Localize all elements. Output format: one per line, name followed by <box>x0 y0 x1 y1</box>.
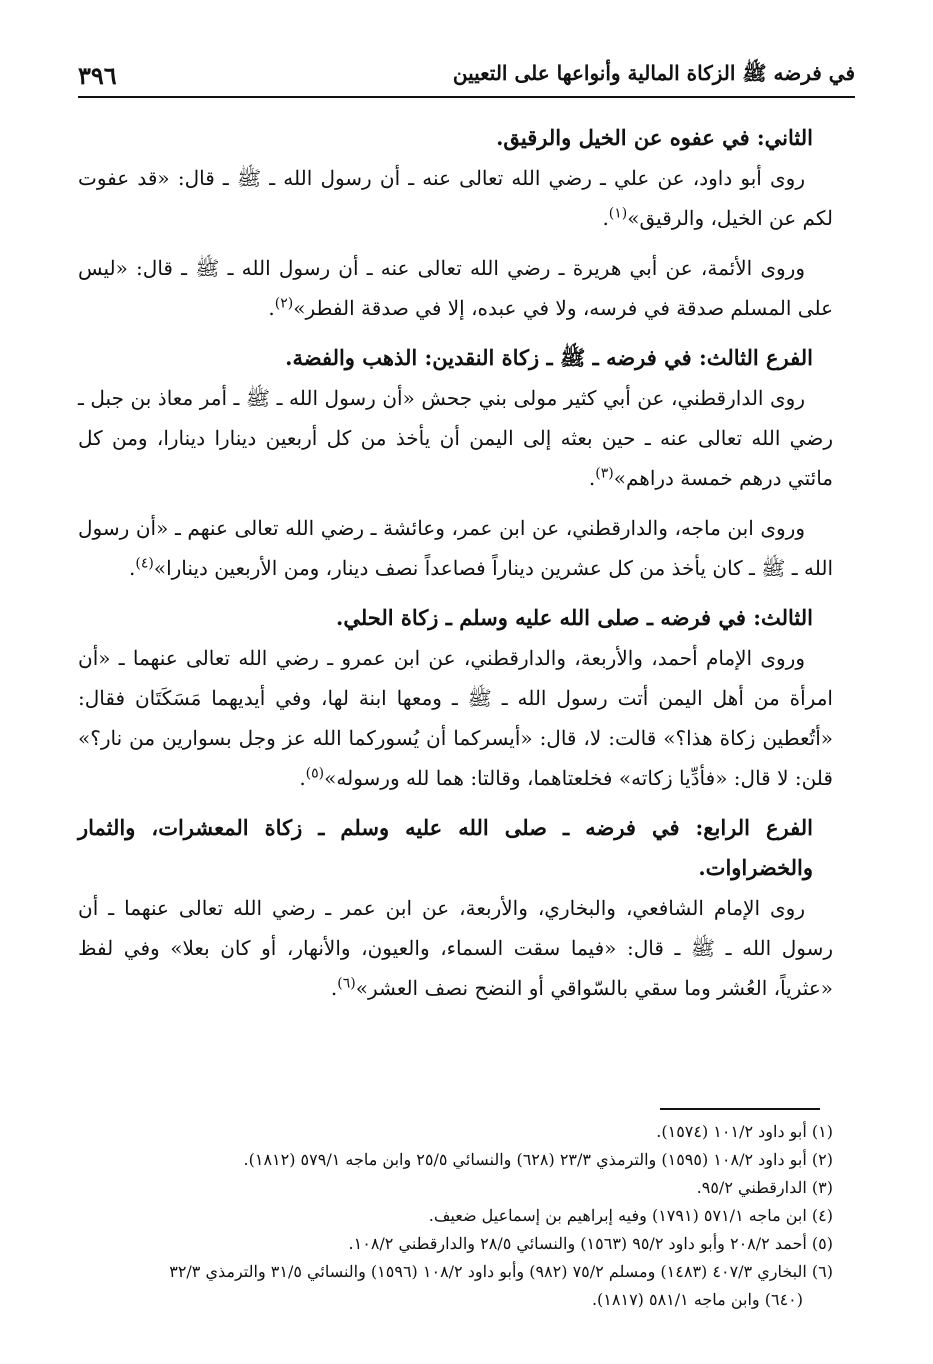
section-heading: الثاني: في عفوه عن الخيل والرقيق. <box>496 125 813 150</box>
footnote-continuation: (٦٤٠) وابن ماجه ٥٨١/١ (١٨١٧). <box>591 1290 803 1309</box>
footnote-text: (٦) البخاري ٤٠٧/٣ (١٤٨٣) ومسلم ٧٥/٢ (٩٨٢) وأبو داود ١٠٨/٢ (١٥٩٦) والنسائي ٣١/٥ والترمذي ٣٢/٣ <box>169 1262 833 1281</box>
paragraph-text: وروى الأئمة، عن أبي هريرة ـ رضي الله تعالى عنه ـ أن رسول الله ـ ﷺ ـ قال: «ليس على المسلم صدقة في فرسه، ولا في عبده، إلا في صدقة الفطر» <box>78 256 833 320</box>
footnotes <box>78 1118 833 1314</box>
footnote-ref[interactable]: (٦) <box>337 975 356 992</box>
paragraph: وروى الإمام أحمد، والأربعة، والدارقطني، عن ابن عمرو ـ رضي الله تعالى عنهما ـ «أن امرأة من أهل اليمن أتت رسول الله ـ ﷺ ـ ومعها ابنة لها، وفي أيديهما مَسَكَتَان فقال: «أتُعطين زكاة هذا؟» قالت: لا، قال: «أيسركما أن يُسوركما الله عز وجل بسوارين من نار؟» قلن: لا قال: «فأدِّيا زكاته» فخلعتاهما، وقالتا: هما لله ورسوله»$^{(٥)}$. <box>78 646 833 790</box>
footnote-ref[interactable]: (٣) <box>595 465 614 482</box>
paragraph-text: روى أبو داود، عن علي ـ رضي الله تعالى عنه ـ أن رسول الله ـ ﷺ ـ قال: «قد عفوت لكم عن الخيل، والرقيق» <box>78 166 833 230</box>
footnote <box>78 1118 833 1146</box>
footnote <box>78 1230 833 1258</box>
footnote-ref[interactable]: (٥) <box>305 765 325 782</box>
footnote <box>78 1146 833 1174</box>
footnote-ref[interactable]: (١) <box>608 205 628 222</box>
paragraph: وروى ابن ماجه، والدارقطني، عن ابن عمر، وعائشة ـ رضي الله تعالى عنهم ـ «أن رسول الله ـ ﷺ ـ كان يأخذ من كل عشرين ديناراً فصاعداً نصف دينار، ومن الأربعين دينارا»$^{(٤)}$. <box>78 516 833 580</box>
footnote <box>78 1174 833 1202</box>
main-text <box>78 118 833 1018</box>
footnote-ref[interactable]: (٤) <box>135 555 154 572</box>
footnote-text: (٤) ابن ماجه ٥٧١/١ (١٧٩١) وفيه إبراهيم بن إسماعيل ضعيف. <box>428 1206 833 1225</box>
paragraph: روى الإمام الشافعي، والبخاري، والأربعة، عن ابن عمر ـ رضي الله تعالى عنهما ـ أن رسول الله ـ ﷺ ـ قال: «فيما سقت السماء، والعيون، والأنهار، أو كان بعلا» وفي لفظ «عثرياً، العُشر وما سقي بالسّواقي أو النضح نصف العشر»$^{(٦)}$. <box>78 896 833 1000</box>
paragraph: روى أبو داود، عن علي ـ رضي الله تعالى عنه ـ أن رسول الله ـ ﷺ ـ قال: «قد عفوت لكم عن الخيل، والرقيق»$^{(١)}$. <box>78 166 833 230</box>
section-heading: الفرع الرابع: في فرضه ـ صلى الله عليه وسلم ـ زكاة المعشرات، والثمار والخضراوات. <box>78 815 813 880</box>
footnote <box>78 1202 833 1230</box>
paragraph-text: روى الدارقطني، عن أبي كثير مولى بني جحش «أن رسول الله ـ ﷺ ـ أمر معاذ بن جبل ـ رضي الله تعالى عنه ـ حين بعثه إلى اليمن أن يأخذ من كل أربعين دينارا دينارا، ومن كل مائتي درهم خمسة دراهم» <box>78 386 833 490</box>
footnote-text: (٢) أبو داود ١٠٨/٢ (١٥٩٥) والترمذي ٢٣/٣ (٦٢٨) والنسائي ٢٥/٥ وابن ماجه ٥٧٩/١ (١٨١٢). <box>243 1150 833 1169</box>
paragraph: روى الدارقطني، عن أبي كثير مولى بني جحش «أن رسول الله ـ ﷺ ـ أمر معاذ بن جبل ـ رضي الله تعالى عنه ـ حين بعثه إلى اليمن أن يأخذ من كل أربعين دينارا دينارا، ومن كل مائتي درهم خمسة دراهم»$^{(٣)}$. <box>78 386 833 490</box>
footnote-ref[interactable]: (٢) <box>274 295 294 312</box>
footnote-text: (٣) الدارقطني ٩٥/٢. <box>696 1178 833 1197</box>
section-heading: الثالث: في فرضه ـ صلى الله عليه وسلم ـ زكاة الحلي. <box>336 605 813 630</box>
paragraph: وروى الأئمة، عن أبي هريرة ـ رضي الله تعالى عنه ـ أن رسول الله ـ ﷺ ـ قال: «ليس على المسلم صدقة في فرسه، ولا في عبده، إلا في صدقة الفطر»$^{(٢)}$. <box>78 256 833 320</box>
paragraph-text: وروى الإمام أحمد، والأربعة، والدارقطني، عن ابن عمرو ـ رضي الله تعالى عنهما ـ «أن امرأة من أهل اليمن أتت رسول الله ـ ﷺ ـ ومعها ابنة لها، وفي أيديهما مَسَكَتَان فقال: «أتُعطين زكاة هذا؟» قالت: لا، قال: «أيسركما أن يُسوركما الله عز وجل بسوارين من نار؟» قلن: لا قال: «فأدِّيا زكاته» فخلعتاهما، وقالتا: هما لله ورسوله» <box>78 646 833 790</box>
footnote-text: (٥) أحمد ٢٠٨/٢ وأبو داود ٩٥/٢ (١٥٦٣) والنسائي ٢٨/٥ والدارقطني ١٠٨/٢. <box>348 1234 833 1253</box>
footnote-divider <box>660 1108 820 1110</box>
section-heading: الفرع الثالث: في فرضه ـ ﷺ ـ زكاة النقدين: الذهب والفضة. <box>285 345 813 370</box>
page-number: ٣٩٦ <box>78 61 117 90</box>
page-header <box>78 58 855 98</box>
footnote-text: (١) أبو داود ١٠١/٢ (١٥٧٤). <box>656 1122 833 1141</box>
footnote <box>78 1258 833 1314</box>
paragraph-text: روى الإمام الشافعي، والبخاري، والأربعة، عن ابن عمر ـ رضي الله تعالى عنهما ـ أن رسول الله ـ ﷺ ـ قال: «فيما سقت السماء، والعيون، والأنهار، أو كان بعلا» وفي لفظ «عثرياً، العُشر وما سقي بالسّواقي أو النضح نصف العشر» <box>78 896 833 1000</box>
running-title: في فرضه ﷺ الزكاة المالية وأنواعها على التعيين <box>452 61 855 85</box>
paragraph-text: وروى ابن ماجه، والدارقطني، عن ابن عمر، وعائشة ـ رضي الله تعالى عنهم ـ «أن رسول الله ـ ﷺ ـ كان يأخذ من كل عشرين ديناراً فصاعداً نصف دينار، ومن الأربعين دينارا» <box>78 516 833 580</box>
